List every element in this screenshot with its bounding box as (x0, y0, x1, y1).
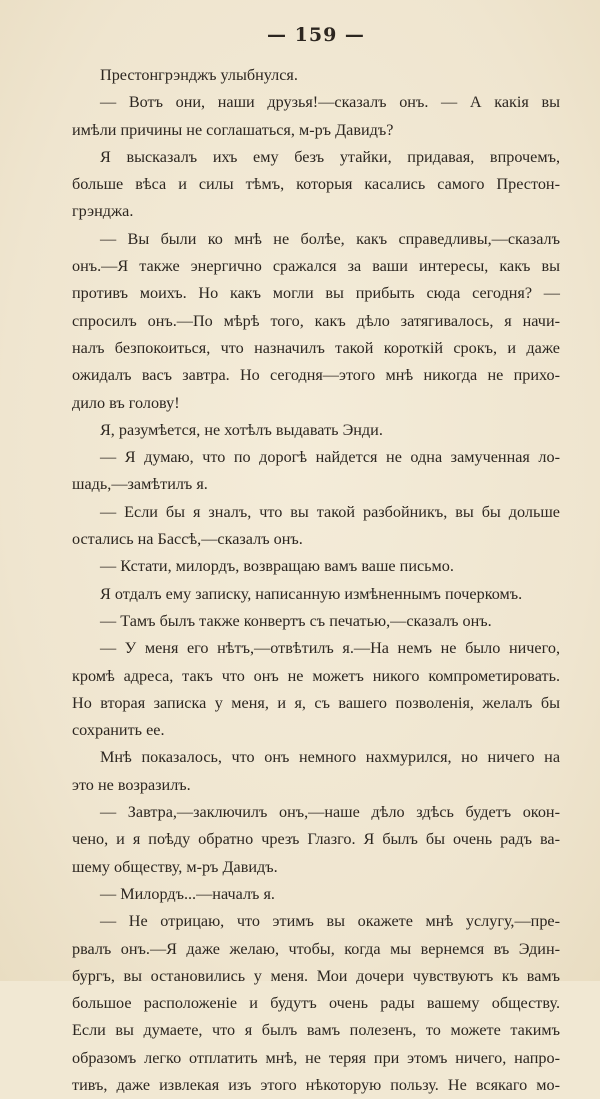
text-line: имѣли причины не соглашаться, м-ръ Давидъ? (72, 120, 394, 139)
text-line: противъ моихъ. Но какъ могли вы прибыть сюда сегодня? — (72, 284, 560, 303)
text-line: Я отдалъ ему записку, написанную измѣненнымъ почеркомъ. (100, 584, 523, 603)
text-line: — Если бы я зналъ, что вы такой разбойникъ, вы бы дольше (100, 502, 560, 521)
text-line: сохранить ее. (72, 721, 165, 740)
text-line: Престонгрэнджъ улыбнулся. (100, 66, 298, 84)
page-number: — 159 — (267, 24, 365, 46)
text-line: — Кстати, милордъ, возвращаю вамъ ваше письмо. (100, 557, 454, 576)
text-line: шему обществу, м-ръ Давидъ. (72, 857, 278, 876)
text-line: — Я думаю, что по дорогѣ найдется не одна замученная ло- (100, 448, 560, 467)
text-line: спросилъ онъ.—По мѣрѣ того, какъ дѣло затягивалось, я начи- (72, 311, 560, 330)
text-line: Я, разумѣется, не хотѣлъ выдавать Энди. (100, 420, 383, 439)
text-line: грэнджа. (72, 202, 134, 221)
text-line: Если вы думаете, что я былъ вамъ полезенъ, то можете такимъ (72, 1021, 560, 1040)
text-line: шадь,—замѣтилъ я. (72, 475, 208, 494)
text-line: больше вѣса и силы тѣмъ, которыя касались самого Престон- (72, 175, 560, 194)
text-line: бургъ, вы остановились у меня. Мои дочери чувствуютъ къ вамъ (72, 966, 560, 985)
text-line: Мнѣ показалось, что онъ немного нахмурился, но ничего на (100, 748, 560, 767)
text-line: Я высказалъ ихъ ему безъ утайки, придавая, впрочемъ, (100, 147, 560, 166)
text-line: чено, и я поѣду обратно чрезъ Глазго. Я былъ бы очень радъ ва- (72, 830, 560, 849)
text-line: — Завтра,—заключилъ онъ,—наше дѣло здѣсь будетъ окон- (100, 803, 560, 822)
text-line: ожидалъ васъ завтра. Но сегодня—этого мнѣ никогда не прихо- (72, 366, 560, 385)
text-line: тивъ, даже извлекая изъ этого нѣкоторую пользу. Не всякаго мо- (72, 1075, 560, 1094)
text-line: это не возразилъ. (72, 775, 191, 794)
text-line: — Вы были ко мнѣ не болѣе, какъ справедливы,—сказалъ (100, 229, 560, 248)
body-text (72, 62, 560, 1099)
text-line: налъ безпокоиться, что назначилъ такой короткій срокъ, и даже (72, 338, 560, 357)
text-line: онъ.—Я также энергично сражался за ваши интересы, какъ вы (72, 257, 560, 276)
text-line: остались на Бассѣ,—сказалъ онъ. (72, 530, 303, 549)
text-line: — У меня его нѣтъ,—отвѣтилъ я.—На немъ не было ничего, (100, 639, 560, 658)
text-line: — Вотъ они, наши друзья!—сказалъ онъ. — А какія вы (100, 93, 560, 112)
text-line: образомъ легко отплатить мнѣ, не теряя при этомъ ничего, напро- (72, 1048, 560, 1067)
text-line: большое расположеніе и будутъ очень рады вашему обществу. (72, 994, 560, 1013)
text-line: рвалъ онъ.—Я даже желаю, чтобы, когда мы вернемся въ Эдин- (72, 939, 560, 958)
text-line: — Тамъ былъ также конвертъ съ печатью,—сказалъ онъ. (100, 611, 492, 630)
text-line: кромѣ адреса, такъ что онъ не можетъ никого компрометировать. (72, 666, 560, 685)
text-line: — Не отрицаю, что этимъ вы окажете мнѣ услугу,—пре- (100, 912, 560, 931)
text-line: — Милордъ...—началъ я. (100, 884, 275, 903)
text-line: дило въ голову! (72, 393, 180, 412)
text-line: Но вторая записка у меня, и я, съ вашего позволенія, желалъ бы (72, 693, 560, 712)
